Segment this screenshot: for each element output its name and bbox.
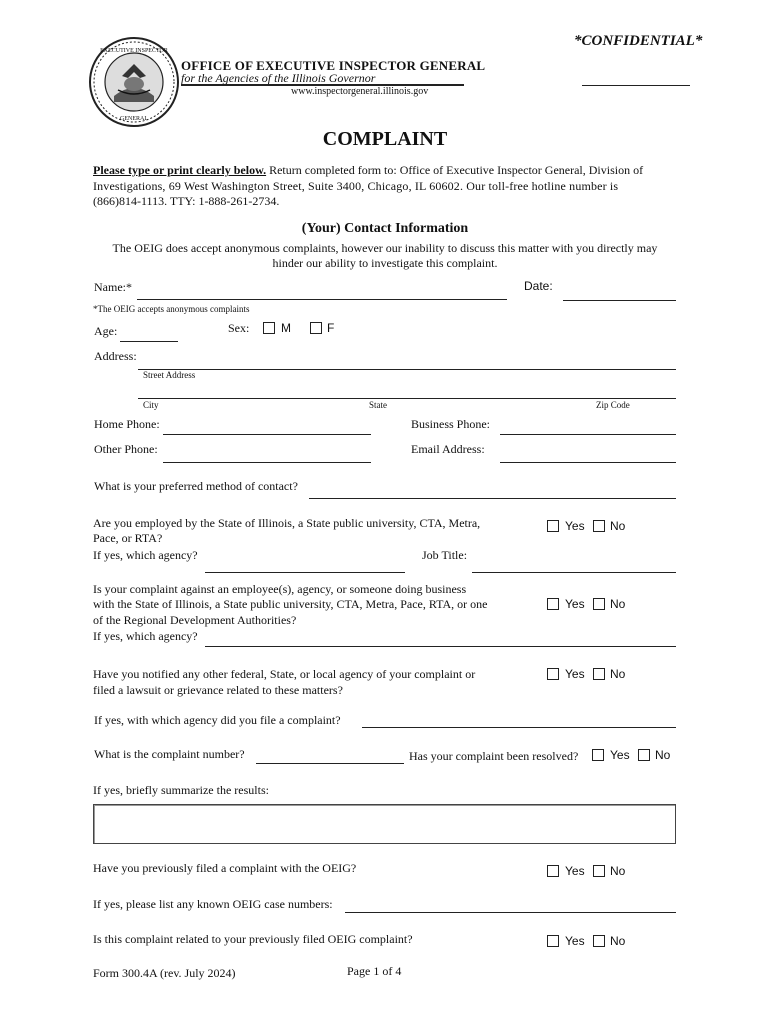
- case-numbers-label: If yes, please list any known OEIG case numbers:: [93, 897, 333, 911]
- website-link[interactable]: www.inspectorgeneral.illinois.gov: [291, 86, 429, 97]
- sex-female-checkbox[interactable]: [310, 322, 322, 334]
- prev-filed-no-checkbox[interactable]: [593, 865, 605, 877]
- summarize-label: If yes, briefly summarize the results:: [93, 783, 269, 797]
- anonymous-note-2: hinder our ability to investigate this complaint.: [272, 256, 498, 270]
- notified-no-checkbox[interactable]: [593, 668, 605, 680]
- sex-female-label: F: [327, 321, 335, 335]
- address-label: Address:: [94, 349, 137, 363]
- form-id: Form 300.4A (rev. July 2024): [93, 966, 236, 980]
- against-no-checkbox[interactable]: [593, 598, 605, 610]
- seal-logo: [88, 36, 180, 128]
- confidential-label: *CONFIDENTIAL*: [574, 33, 703, 49]
- job-title-label: Job Title:: [422, 548, 468, 562]
- resolved-no-label: No: [655, 748, 671, 762]
- preferred-contact-label: What is your preferred method of contact?: [94, 479, 298, 493]
- employed-yes-label: Yes: [565, 519, 585, 533]
- anonymous-footnote: *The OEIG accepts anonymous complaints: [93, 304, 250, 314]
- prev-filed-no-label: No: [610, 864, 626, 878]
- city-state-zip-field[interactable]: [138, 398, 676, 399]
- against-no-label: No: [610, 597, 626, 611]
- resolved-yes-checkbox[interactable]: [592, 749, 604, 761]
- against-yes-label: Yes: [565, 597, 585, 611]
- intro-line-2: Investigations, 69 West Washington Street, Suite 3400, Chicago, IL 60602. Our toll-free hotline number is: [93, 179, 619, 193]
- svg-text:GENERAL: GENERAL: [120, 116, 148, 122]
- against-question-2: with the State of Illinois, a State public university, CTA, Metra, Pace, RTA, or one: [93, 597, 488, 611]
- employed-question-2: Pace, or RTA?: [93, 531, 163, 545]
- notified-yes-checkbox[interactable]: [547, 668, 559, 680]
- email-field[interactable]: [500, 462, 676, 463]
- against-yes-checkbox[interactable]: [547, 598, 559, 610]
- office-subtitle: for the Agencies of the Illinois Governor: [181, 71, 376, 85]
- related-question: Is this complaint related to your previously filed OEIG complaint?: [93, 932, 413, 946]
- notified-question-1: Have you notified any other federal, State, or local agency of your complaint or: [93, 667, 476, 681]
- which-agency-field[interactable]: [205, 572, 405, 573]
- employed-yes-checkbox[interactable]: [547, 520, 559, 532]
- other-phone-field[interactable]: [163, 462, 371, 463]
- state-caption: State: [369, 400, 387, 410]
- against-question-3: of the Regional Development Authorities?: [93, 613, 297, 627]
- page-title: COMPLAINT: [322, 128, 448, 150]
- employed-question-1: Are you employed by the State of Illinois, a State public university, CTA, Metra,: [93, 516, 481, 530]
- summary-textarea[interactable]: [93, 804, 676, 844]
- preferred-contact-field[interactable]: [309, 498, 676, 499]
- date-field[interactable]: [563, 300, 676, 301]
- office-name: OFFICE OF EXECUTIVE INSPECTOR GENERAL: [181, 58, 486, 73]
- resolved-label: Has your complaint been resolved?: [409, 749, 579, 763]
- page-number: Page 1 of 4: [347, 964, 402, 978]
- home-phone-label: Home Phone:: [94, 417, 160, 431]
- against-question-1: Is your complaint against an employee(s), agency, or someone doing business: [93, 582, 467, 596]
- street-address-field[interactable]: [138, 369, 676, 370]
- home-phone-field[interactable]: [163, 434, 371, 435]
- notified-question-2: filed a lawsuit or grievance related to these matters?: [93, 683, 343, 697]
- prev-filed-yes-label: Yes: [565, 864, 585, 878]
- complaint-number-field[interactable]: [256, 763, 404, 764]
- city-caption: City: [143, 400, 159, 410]
- business-phone-label: Business Phone:: [411, 417, 491, 431]
- name-label: Name:*: [94, 280, 132, 294]
- zip-caption: Zip Code: [596, 400, 630, 410]
- business-phone-field[interactable]: [500, 434, 676, 435]
- other-phone-label: Other Phone:: [94, 442, 158, 456]
- filed-with-field[interactable]: [362, 727, 676, 728]
- intro-emphasis: Please type or print clearly below.: [93, 163, 267, 177]
- related-no-checkbox[interactable]: [593, 935, 605, 947]
- sex-label: Sex:: [228, 321, 250, 335]
- which-agency-label: If yes, which agency?: [93, 548, 198, 562]
- filed-with-label: If yes, with which agency did you file a complaint?: [94, 713, 341, 727]
- related-no-label: No: [610, 934, 626, 948]
- age-field[interactable]: [120, 341, 178, 342]
- related-yes-checkbox[interactable]: [547, 935, 559, 947]
- sex-male-checkbox[interactable]: [263, 322, 275, 334]
- complaint-number-label: What is the complaint number?: [94, 747, 245, 761]
- against-agency-label: If yes, which agency?: [93, 629, 198, 643]
- email-label: Email Address:: [411, 442, 485, 456]
- date-label: Date:: [524, 279, 553, 293]
- employed-no-label: No: [610, 519, 626, 533]
- anonymous-note-1: The OEIG does accept anonymous complaints, however our inability to discuss this matter with you directly may: [112, 241, 658, 255]
- prev-filed-yes-checkbox[interactable]: [547, 865, 559, 877]
- intro-line-1-text: Return completed form to: Office of Executive Inspector General, Division of: [266, 163, 644, 177]
- sex-male-label: M: [281, 321, 291, 335]
- intro-line-3: (866)814-1113. TTY: 1-888-261-2734.: [93, 194, 280, 208]
- contact-heading: (Your) Contact Information: [301, 221, 469, 236]
- resolved-no-checkbox[interactable]: [638, 749, 650, 761]
- notified-yes-label: Yes: [565, 667, 585, 681]
- related-yes-label: Yes: [565, 934, 585, 948]
- against-agency-field[interactable]: [205, 646, 676, 647]
- case-numbers-field[interactable]: [345, 912, 676, 913]
- notified-no-label: No: [610, 667, 626, 681]
- prev-filed-question: Have you previously filed a complaint with the OEIG?: [93, 861, 357, 875]
- resolved-yes-label: Yes: [610, 748, 630, 762]
- employed-no-checkbox[interactable]: [593, 520, 605, 532]
- confidential-rule: [582, 85, 690, 86]
- street-address-caption: Street Address: [143, 370, 196, 380]
- age-label: Age:: [94, 324, 118, 338]
- job-title-field[interactable]: [472, 572, 676, 573]
- intro-line-1: [93, 163, 643, 178]
- svg-text:EXECUTIVE INSPECTOR: EXECUTIVE INSPECTOR: [100, 48, 168, 54]
- name-field[interactable]: [137, 299, 507, 300]
